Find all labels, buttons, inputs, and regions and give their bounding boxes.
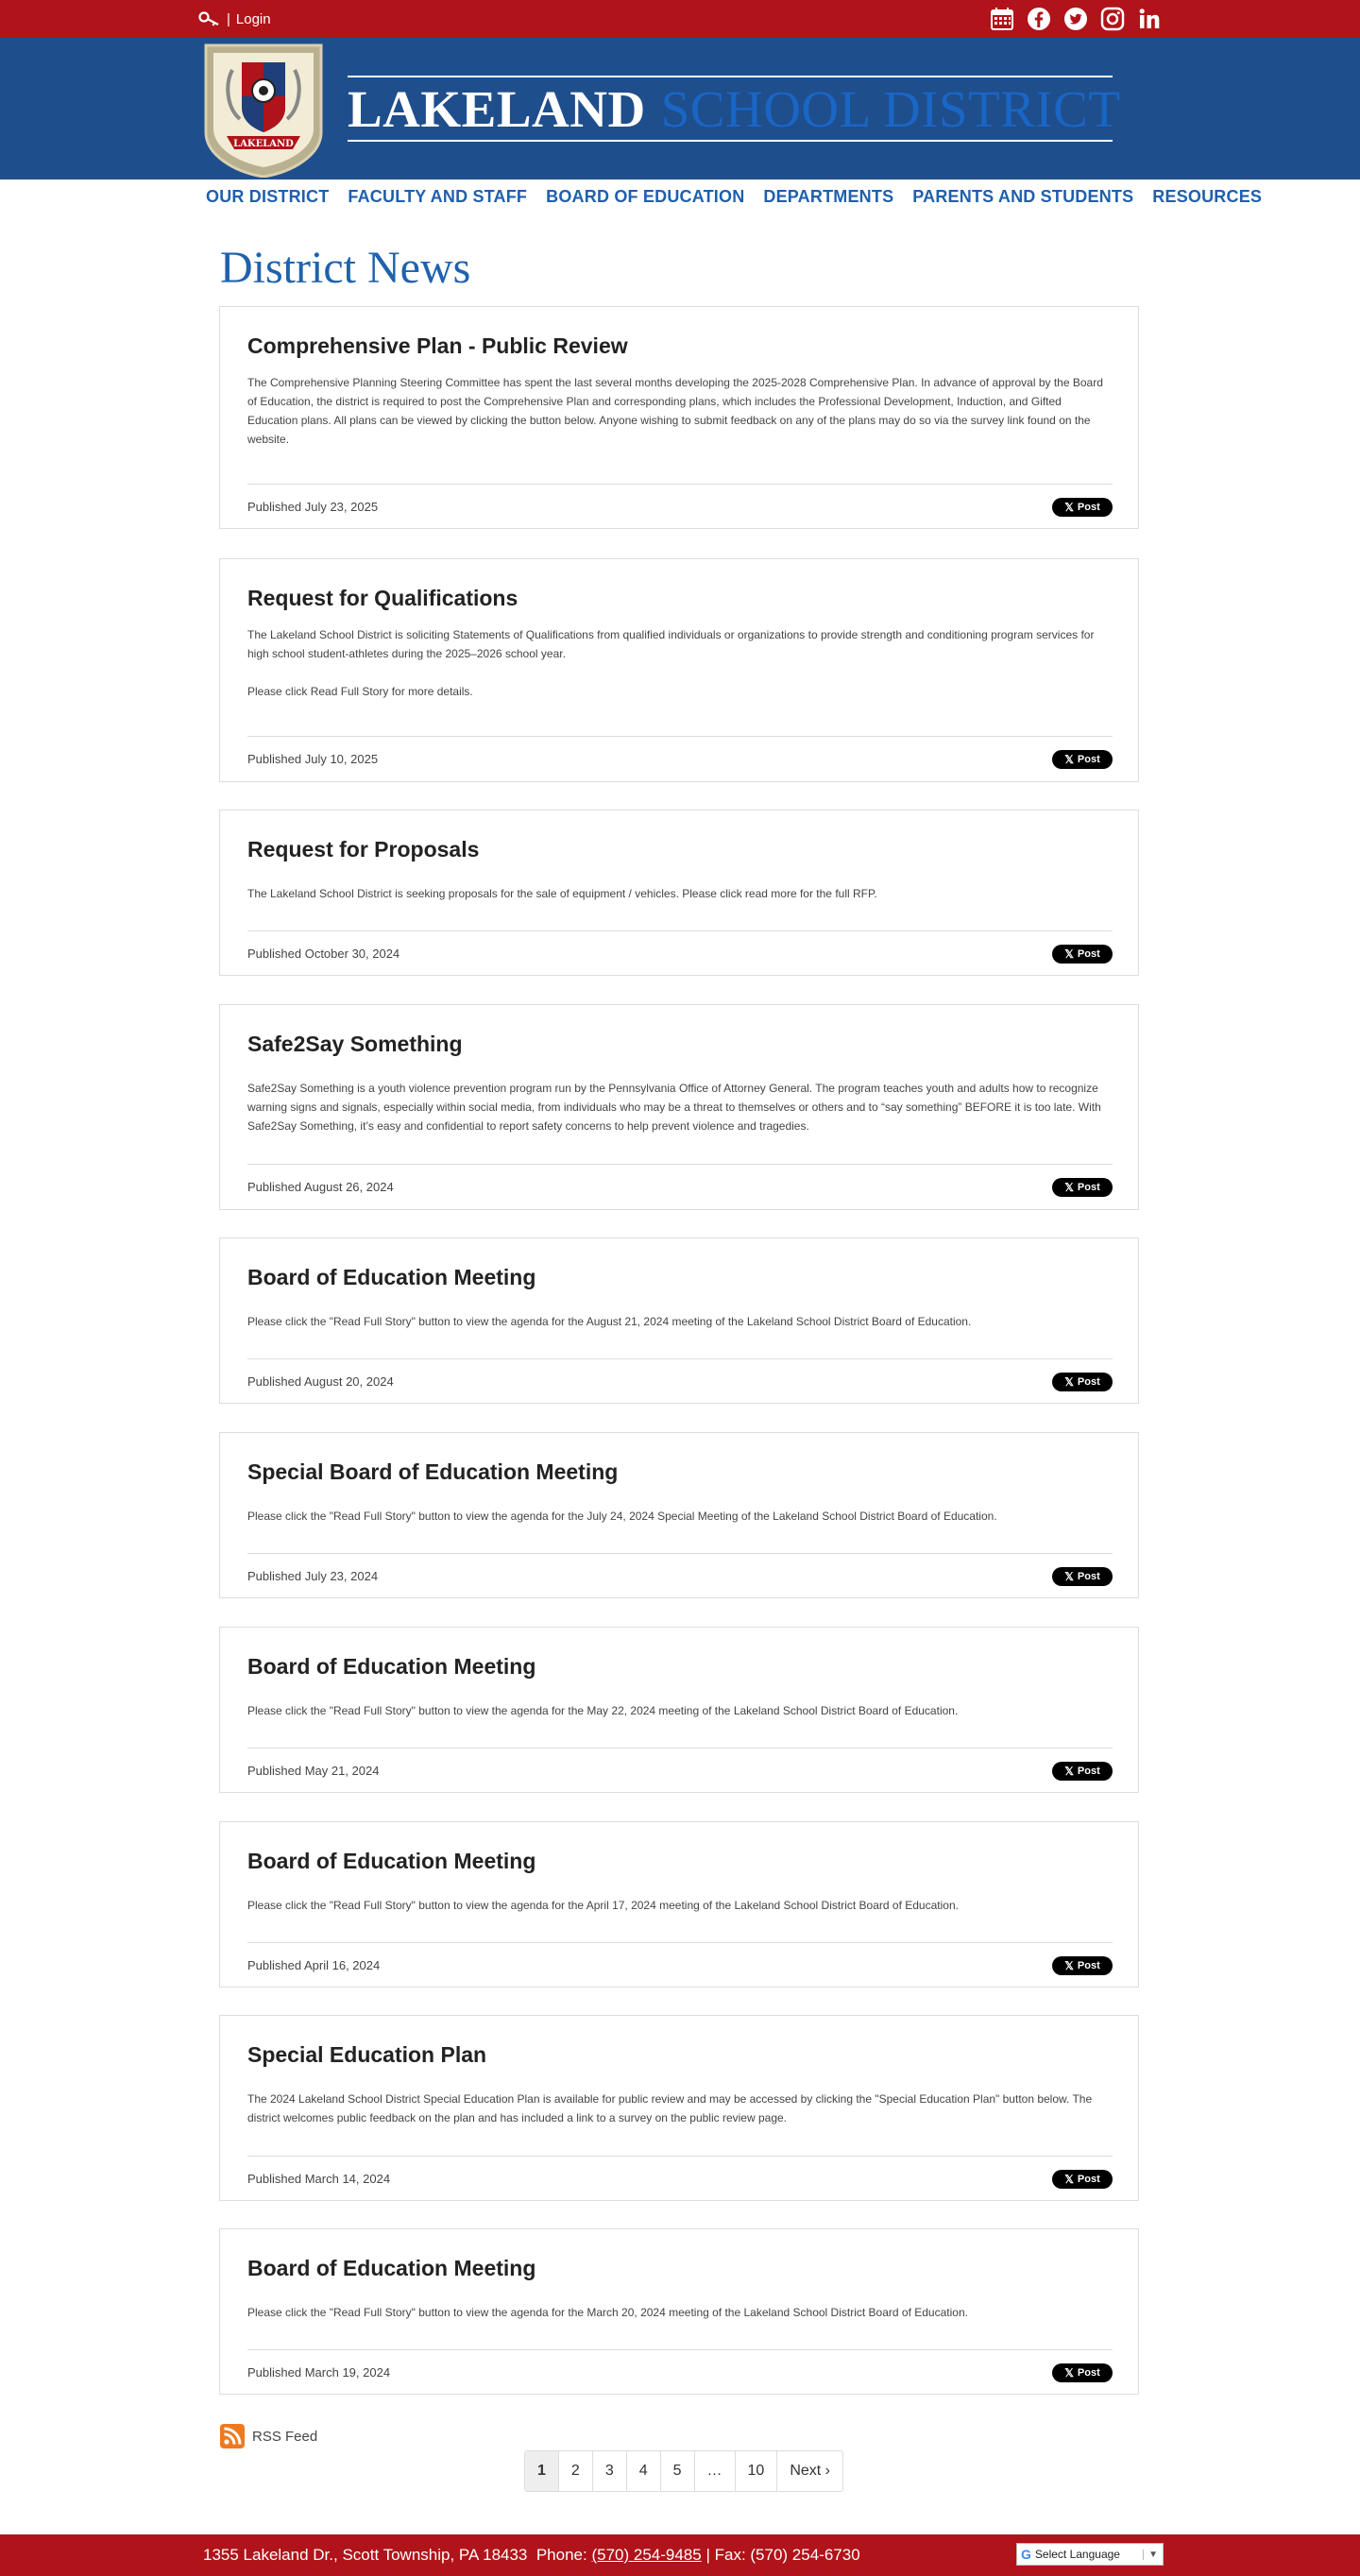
x-logo-icon: 𝕏 <box>1064 1569 1074 1583</box>
x-logo-icon: 𝕏 <box>1064 2365 1074 2380</box>
pagination-page[interactable]: 4 <box>627 2451 661 2491</box>
brand-school-district: SCHOOL DISTRICT <box>660 79 1121 138</box>
news-paragraph: Please click the "Read Full Story" button to view the agenda for the April 17, 2024 meeting of the Lakeland School District Board of Education. <box>247 1899 959 1912</box>
x-post-button[interactable] <box>1052 1956 1113 1975</box>
top-bar <box>0 0 1360 38</box>
nav-item-resources[interactable]: RESOURCES <box>1152 187 1263 206</box>
site-header <box>0 38 1360 179</box>
pagination-page[interactable]: 5 <box>661 2451 695 2491</box>
news-footer <box>247 484 1113 521</box>
page-title: District News <box>220 243 471 293</box>
x-post-button[interactable] <box>1052 1762 1113 1781</box>
published-date: Published July 10, 2025 <box>247 752 379 766</box>
x-post-label: Post <box>1077 1959 1100 1971</box>
google-translate-icon: G <box>1021 2547 1031 2562</box>
x-post-button[interactable] <box>1052 945 1113 964</box>
news-paragraph: Please click the "Read Full Story" button to view the agenda for the August 21, 2024 meeting of the Lakeland School District Board of Education. <box>247 1315 972 1328</box>
x-post-button[interactable] <box>1052 1373 1113 1391</box>
news-footer <box>247 1553 1113 1591</box>
news-card <box>219 558 1139 782</box>
x-post-button[interactable] <box>1052 1178 1113 1197</box>
login-label: Login <box>235 10 271 27</box>
published-date: Published March 14, 2024 <box>247 2172 391 2186</box>
news-summary <box>247 884 1114 903</box>
x-logo-icon: 𝕏 <box>1064 1180 1074 1194</box>
translate-label: Select Language <box>1034 2548 1120 2561</box>
published-date: Published July 23, 2025 <box>247 500 379 514</box>
news-footer <box>247 1748 1113 1785</box>
district-wordmark[interactable] <box>348 76 1121 142</box>
news-paragraph: Safe2Say Something is a youth violence prevention program run by the Pennsylvania Office of Attorney General. The program teaches youth and adults how to recognize warning signs and signals, especially within social media, from individuals who may be a threat to themselves or others and to “say something” BEFORE it is too late. With Safe2Say Something, it’s easy and confidential to report safety concerns to help prevent violence and tragedies. <box>247 1082 1101 1133</box>
x-logo-icon: 𝕏 <box>1064 1958 1074 1972</box>
news-footer <box>247 2156 1113 2193</box>
x-logo-icon: 𝕏 <box>1064 2172 1074 2186</box>
x-post-label: Post <box>1077 1570 1100 1582</box>
pagination <box>524 2450 843 2492</box>
nav-item-our-district[interactable]: OUR DISTRICT <box>206 187 330 206</box>
key-icon <box>198 9 221 28</box>
news-footer <box>247 736 1113 774</box>
x-post-label: Post <box>1077 501 1100 513</box>
pagination-page[interactable]: 3 <box>593 2451 627 2491</box>
news-card <box>219 2015 1139 2201</box>
news-summary <box>247 1507 1114 1526</box>
news-paragraph: The Comprehensive Planning Steering Committee has spent the last several months developing the 2025-2028 Comprehensive Plan. In advance of approval by the Board of Education, the district is required to post the Comprehensive Plan and corresponding plans, which includes the Professional Development, Induction, and Gifted Education plans. All plans can be viewed by clicking the button below. Anyone wishing to submit feedback on any of the plans may do so via the survey link found on the website. <box>247 376 1103 446</box>
x-logo-icon: 𝕏 <box>1064 1764 1074 1778</box>
nav-item-parents-and-students[interactable]: PARENTS AND STUDENTS <box>912 187 1134 206</box>
nav-item-board-of-education[interactable]: BOARD OF EDUCATION <box>546 187 745 206</box>
x-post-button[interactable] <box>1052 1567 1113 1586</box>
news-paragraph: The Lakeland School District is seeking proposals for the sale of equipment / vehicles. Please click read more for the full RFP. <box>247 887 877 900</box>
news-card <box>219 1004 1139 1210</box>
news-footer <box>247 1942 1113 1980</box>
news-title[interactable]: Comprehensive Plan - Public Review <box>247 333 628 358</box>
footer-address: 1355 Lakeland Dr., Scott Township, PA 18433 <box>203 2546 528 2564</box>
rss-icon <box>220 2424 245 2448</box>
x-post-button[interactable] <box>1052 498 1113 517</box>
footer-phone-link[interactable]: (570) 254-9485 <box>591 2546 702 2564</box>
x-post-label: Post <box>1077 1181 1100 1193</box>
news-summary <box>247 2303 1114 2322</box>
news-summary <box>247 625 1114 701</box>
x-post-label: Post <box>1077 947 1100 960</box>
news-footer <box>247 930 1113 968</box>
login-link[interactable] <box>198 9 271 28</box>
facebook-icon[interactable] <box>1027 7 1051 31</box>
news-summary <box>247 2090 1114 2127</box>
news-title[interactable]: Board of Education Meeting <box>247 1849 536 1873</box>
pagination-next-button[interactable]: Next › <box>790 2463 830 2479</box>
login-separator: | <box>227 10 230 27</box>
published-date: Published July 23, 2024 <box>247 1569 379 1583</box>
news-paragraph: Please click the "Read Full Story" button to view the agenda for the July 24, 2024 Special Meeting of the Lakeland School District Board of Education. <box>247 1510 997 1523</box>
pagination-page[interactable]: 1 <box>525 2451 559 2491</box>
x-post-label: Post <box>1077 1765 1100 1777</box>
rss-label: RSS Feed <box>252 2428 318 2445</box>
main-nav <box>206 187 1281 213</box>
translate-select[interactable] <box>1016 2543 1164 2566</box>
news-paragraph: The 2024 Lakeland School District Special Education Plan is available for public review and may be accessed by clicking the "Special Education Plan" button below. The district welcomes public feedback on the plan and has included a link to a survey on the public review page. <box>247 2092 1093 2124</box>
published-date: Published August 26, 2024 <box>247 1180 394 1194</box>
news-title[interactable]: Board of Education Meeting <box>247 1265 536 1289</box>
x-post-button[interactable] <box>1052 2170 1113 2189</box>
instagram-icon[interactable] <box>1100 7 1125 31</box>
published-date: Published May 21, 2024 <box>247 1764 380 1778</box>
news-summary <box>247 1312 1114 1331</box>
news-card <box>219 1237 1139 1404</box>
news-paragraph: Please click the "Read Full Story" button to view the agenda for the May 22, 2024 meeting of the Lakeland School District Board of Education. <box>247 1704 959 1717</box>
news-card <box>219 810 1139 976</box>
calendar-icon[interactable] <box>990 7 1014 31</box>
news-summary <box>247 373 1114 449</box>
rss-feed-link[interactable] <box>220 2424 317 2448</box>
chevron-down-icon: ▼ <box>1143 2550 1163 2560</box>
news-card <box>219 2228 1139 2395</box>
news-footer <box>247 2349 1113 2387</box>
x-post-label: Post <box>1077 2366 1100 2379</box>
news-summary <box>247 1701 1114 1720</box>
news-summary <box>247 1896 1114 1915</box>
footer-contact <box>203 2546 860 2565</box>
news-paragraph: Please click Read Full Story for more details. <box>247 685 473 698</box>
x-logo-icon: 𝕏 <box>1064 947 1074 961</box>
linkedin-icon[interactable] <box>1137 7 1162 31</box>
news-title[interactable]: Board of Education Meeting <box>247 1654 536 1679</box>
published-date: Published August 20, 2024 <box>247 1374 394 1389</box>
x-logo-icon: 𝕏 <box>1064 500 1074 514</box>
news-paragraph: Please click the "Read Full Story" button to view the agenda for the March 20, 2024 meeting of the Lakeland School District Board of Education. <box>247 2306 968 2319</box>
pagination-ellipsis: … <box>695 2451 736 2491</box>
footer-fax: | Fax: (570) 254-6730 <box>706 2546 860 2564</box>
news-summary <box>247 1079 1114 1135</box>
news-title[interactable]: Request for Proposals <box>247 837 480 862</box>
news-paragraph: The Lakeland School District is soliciting Statements of Qualifications from qualified individuals or organizations to provide strength and conditioning program services for high school student-athletes during the 2025–2026 school year. <box>247 628 1095 660</box>
district-crest-logo[interactable] <box>198 42 329 178</box>
x-logo-icon: 𝕏 <box>1064 752 1074 766</box>
news-footer <box>247 1164 1113 1202</box>
news-card <box>219 306 1139 529</box>
nav-item-faculty-and-staff[interactable]: FACULTY AND STAFF <box>348 187 528 206</box>
news-footer <box>247 1358 1113 1396</box>
social-links <box>990 7 1162 31</box>
news-card <box>219 1432 1139 1598</box>
news-title[interactable]: Special Board of Education Meeting <box>247 1459 619 1484</box>
published-date: Published October 30, 2024 <box>247 947 400 961</box>
news-title[interactable]: Board of Education Meeting <box>247 2256 536 2280</box>
x-post-button[interactable] <box>1052 750 1113 769</box>
x-post-label: Post <box>1077 753 1100 765</box>
news-title[interactable]: Safe2Say Something <box>247 1032 463 1056</box>
x-post-button[interactable] <box>1052 2363 1113 2382</box>
published-date: Published April 16, 2024 <box>247 1958 381 1972</box>
news-title[interactable]: Special Education Plan <box>247 2042 487 2067</box>
x-post-label: Post <box>1077 1375 1100 1388</box>
brand-lakeland: LAKELAND <box>348 79 646 138</box>
news-card <box>219 1627 1139 1793</box>
x-logo-icon: 𝕏 <box>1064 1374 1074 1389</box>
published-date: Published March 19, 2024 <box>247 2365 391 2380</box>
pagination-page[interactable]: 10 <box>736 2451 778 2491</box>
pagination-page[interactable]: 2 <box>559 2451 593 2491</box>
footer-phone-label: Phone: <box>536 2546 587 2564</box>
svg-text:LAKELAND: LAKELAND <box>233 139 294 149</box>
news-card <box>219 1821 1139 1987</box>
nav-item-departments[interactable]: DEPARTMENTS <box>763 187 894 206</box>
x-post-label: Post <box>1077 2173 1100 2185</box>
news-title[interactable]: Request for Qualifications <box>247 586 518 610</box>
twitter-icon[interactable] <box>1063 7 1088 31</box>
